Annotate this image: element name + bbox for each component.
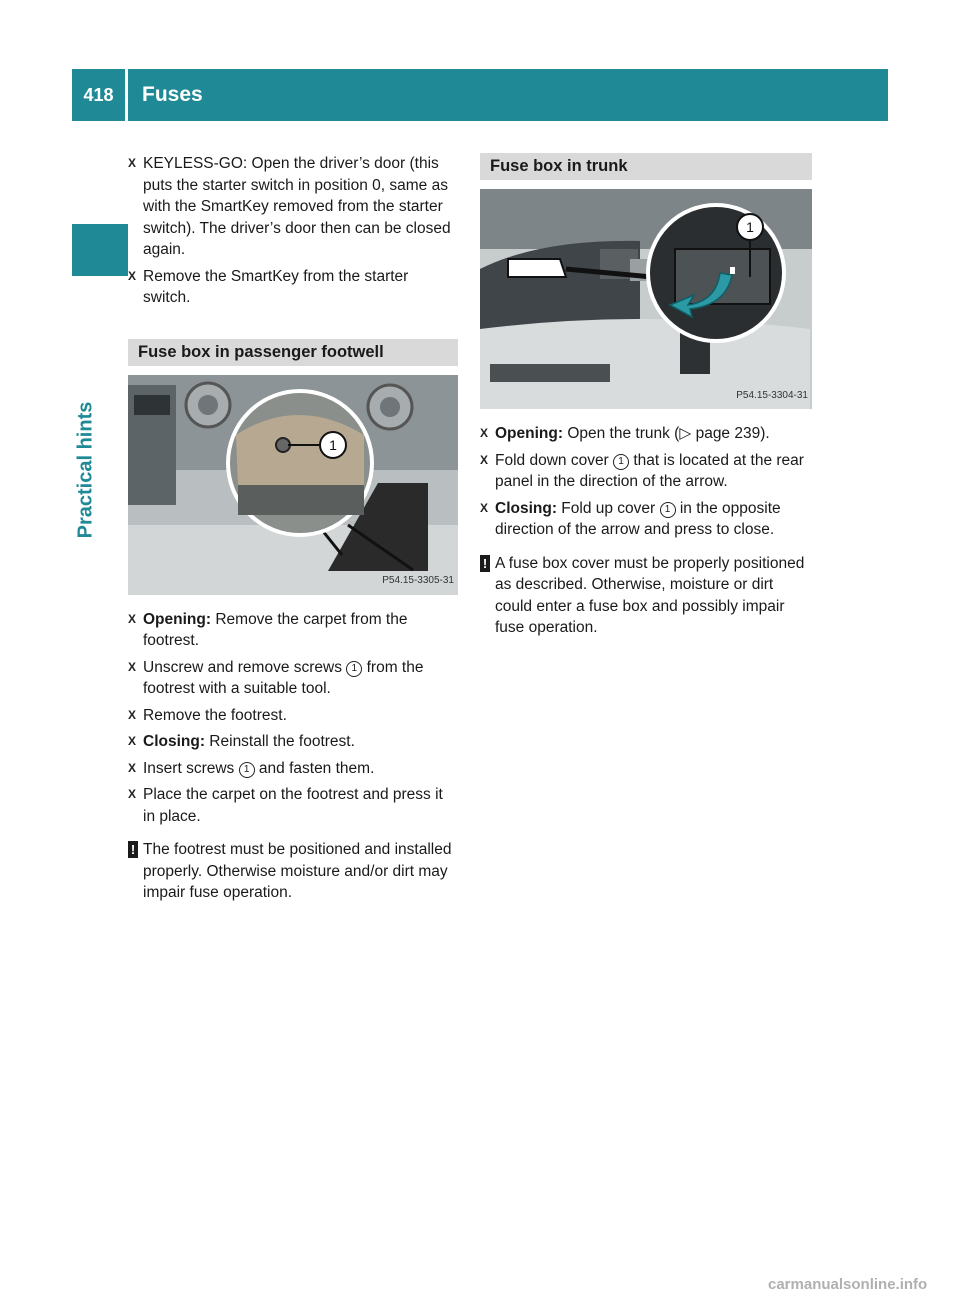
list-item bbox=[128, 609, 458, 652]
step-label: Closing: bbox=[495, 499, 557, 517]
list-item bbox=[128, 784, 458, 827]
step-marker: X bbox=[128, 707, 137, 722]
side-tab-block bbox=[72, 224, 128, 276]
callout-number: 1 bbox=[746, 219, 754, 235]
step-text: KEYLESS-GO: Open the driver’s door (this puts the starter switch in position 0, same as with the SmartKey removed from the starter switch). The driver’s door then can be closed again. bbox=[143, 155, 451, 258]
callout-ref: 1 bbox=[660, 502, 676, 518]
page-ref-link[interactable]: page 239). bbox=[691, 425, 770, 442]
warning-icon: ! bbox=[128, 841, 138, 858]
figure-code: P54.15-3304-31 bbox=[736, 389, 808, 401]
list-item bbox=[128, 758, 458, 780]
page-title: Fuses bbox=[142, 83, 203, 106]
step-text: in the opposite direction of the arrow and press to close. bbox=[495, 499, 781, 538]
step-label: Closing: bbox=[143, 733, 205, 750]
callout-number: 1 bbox=[329, 436, 337, 453]
right-column bbox=[480, 153, 812, 639]
step-marker: X bbox=[128, 611, 137, 626]
step-text: Fold down cover bbox=[495, 451, 614, 469]
figure-code: P54.15-3305-31 bbox=[382, 575, 454, 586]
left-column bbox=[128, 153, 458, 904]
caution-note bbox=[480, 553, 812, 639]
callout-ref: 1 bbox=[239, 762, 255, 778]
step-text: Reinstall the footrest. bbox=[205, 733, 355, 750]
step-text: Remove the footrest. bbox=[143, 706, 287, 724]
note-text: A fuse box cover must be properly positioned as described. Otherwise, moisture or dirt could enter a fuse box and possibly impair fuse operation. bbox=[495, 554, 805, 636]
caution-note bbox=[128, 839, 458, 904]
callout-ref: 1 bbox=[346, 661, 362, 677]
header-divider bbox=[125, 69, 128, 121]
watermark: carmanualsonline.info bbox=[768, 1276, 928, 1293]
step-marker: X bbox=[480, 500, 489, 515]
step-text: Fold up cover bbox=[557, 499, 660, 517]
step-text: Remove the carpet from the footrest. bbox=[143, 610, 408, 649]
trunk-illustration bbox=[480, 189, 812, 409]
list-item bbox=[480, 450, 812, 493]
step-text: Remove the SmartKey from the starter switch. bbox=[143, 267, 409, 306]
list-item bbox=[128, 153, 458, 261]
step-text: Open the trunk ( bbox=[563, 425, 680, 442]
step-label: Opening: bbox=[143, 610, 212, 628]
step-marker: X bbox=[128, 268, 137, 283]
step-label: Opening: bbox=[495, 425, 564, 442]
step-text: from the footrest with a suitable tool. bbox=[143, 658, 424, 697]
section-heading: Fuse box in trunk bbox=[480, 153, 812, 180]
step-marker: X bbox=[128, 734, 137, 748]
list-item bbox=[480, 423, 812, 445]
step-marker: X bbox=[128, 659, 137, 674]
trunk-figure bbox=[480, 189, 812, 409]
step-marker: X bbox=[480, 426, 489, 440]
list-item bbox=[480, 498, 812, 541]
list-item bbox=[128, 657, 458, 700]
list-item bbox=[128, 705, 458, 727]
step-text: that is located at the rear panel in the direction of the arrow. bbox=[495, 451, 804, 490]
step-text: Unscrew and remove screws bbox=[143, 658, 347, 676]
footwell-figure bbox=[128, 375, 458, 595]
step-marker: X bbox=[128, 787, 137, 801]
warning-icon: ! bbox=[480, 555, 490, 572]
list-item bbox=[128, 266, 458, 309]
page-ref-arrow-icon: ▷ bbox=[679, 425, 692, 442]
note-text: The footrest must be positioned and installed properly. Otherwise moisture and/or dirt may impair fuse operation. bbox=[143, 841, 452, 901]
step-text: Place the carpet on the footrest and press it in place. bbox=[143, 786, 443, 825]
step-marker: X bbox=[128, 760, 137, 775]
page-number: 418 bbox=[83, 84, 114, 105]
step-marker: X bbox=[128, 156, 137, 170]
step-text: and fasten them. bbox=[254, 759, 375, 777]
section-heading: Fuse box in passenger footwell bbox=[128, 339, 458, 366]
side-tab-label: Practical hints bbox=[74, 401, 97, 539]
step-text: Insert screws bbox=[143, 759, 239, 777]
footwell-illustration bbox=[128, 375, 458, 595]
step-marker: X bbox=[480, 452, 489, 467]
list-item bbox=[128, 731, 458, 753]
callout-ref: 1 bbox=[613, 454, 629, 470]
